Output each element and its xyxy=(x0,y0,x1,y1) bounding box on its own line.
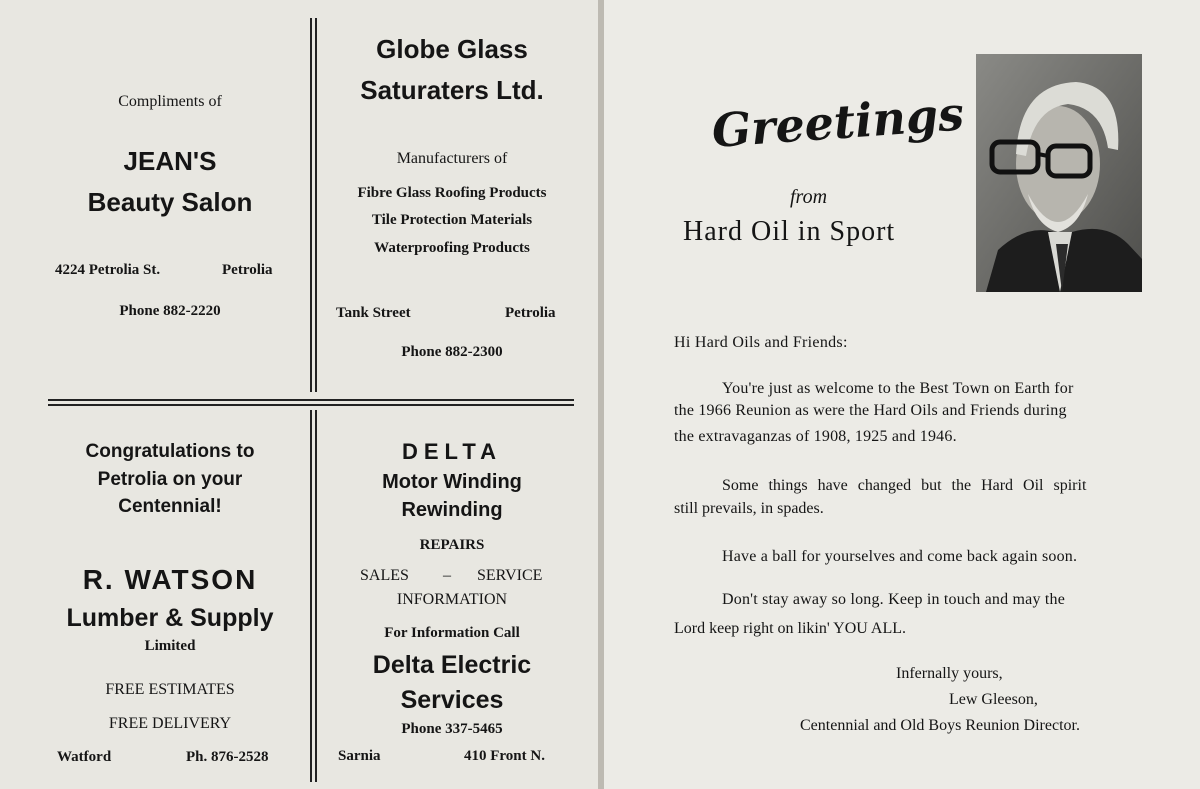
information-text: INFORMATION xyxy=(396,591,508,608)
closing-text: Infernally yours, xyxy=(896,665,1003,682)
globe-name-line2: Saturaters Ltd. xyxy=(360,75,544,105)
watson-business: Lumber & Supply xyxy=(66,604,274,632)
from-text: from xyxy=(790,186,828,208)
greetings-subtitle: Hard Oil in Sport xyxy=(683,216,896,247)
watson-limited: Limited xyxy=(144,638,196,654)
globe-name-line1: Globe Glass xyxy=(376,34,528,64)
free-estimates-text: FREE ESTIMATES xyxy=(105,681,235,698)
globe-town: Petrolia xyxy=(505,305,556,321)
delta-line1: Motor Winding xyxy=(382,471,522,493)
salutation-text: Hi Hard Oils and Friends: xyxy=(674,334,848,351)
body-line: Have a ball for yourselves and come back again soon. xyxy=(722,548,1078,565)
portrait-photo xyxy=(976,54,1142,292)
delta-name: DELTA xyxy=(401,439,503,464)
jeans-name: JEAN'S xyxy=(123,146,217,176)
watson-name: R. WATSON xyxy=(82,564,258,595)
horizontal-rule-b xyxy=(48,404,574,406)
delta-address: 410 Front N. xyxy=(464,748,545,764)
manufacturers-text: Manufacturers of xyxy=(396,150,508,167)
vertical-rule-bottom-b xyxy=(315,410,317,782)
jeans-address: 4224 Petrolia St. xyxy=(55,262,161,278)
body-line: the 1966 Reunion as were the Hard Oils and Friends during xyxy=(674,402,1067,419)
delta-company-line1: Delta Electric xyxy=(372,651,532,679)
signer-name: Lew Gleeson, xyxy=(949,691,1038,708)
jeans-town: Petrolia xyxy=(222,262,273,278)
product-item: Waterproofing Products xyxy=(374,240,530,256)
delta-town: Sarnia xyxy=(338,748,381,764)
watson-phone: Ph. 876-2528 xyxy=(186,749,269,765)
congrats-line: Centennial! xyxy=(118,496,222,517)
body-line: You're just as welcome to the Best Town on Earth for xyxy=(722,380,1074,397)
vertical-rule-top-a xyxy=(310,18,312,392)
info-call-text: For Information Call xyxy=(384,625,520,641)
left-page xyxy=(0,0,598,789)
jeans-phone: Phone 882-2220 xyxy=(119,303,221,319)
globe-street: Tank Street xyxy=(336,305,411,321)
product-item: Fibre Glass Roofing Products xyxy=(357,185,547,201)
repairs-text: REPAIRS xyxy=(419,537,485,553)
dash-text: – xyxy=(443,567,451,584)
signer-title: Centennial and Old Boys Reunion Director. xyxy=(800,717,1080,734)
delta-line2: Rewinding xyxy=(401,499,503,521)
vertical-rule-top-b xyxy=(315,18,317,392)
horizontal-rule-a xyxy=(48,399,574,401)
product-item: Tile Protection Materials xyxy=(371,212,533,228)
jeans-subname: Beauty Salon xyxy=(87,187,253,217)
congrats-line: Congratulations to xyxy=(85,441,255,462)
body-line: Lord keep right on likin' YOU ALL. xyxy=(674,620,907,637)
body-line: Don't stay away so long. Keep in touch and may the xyxy=(722,591,1066,608)
right-page xyxy=(604,0,1200,789)
watson-town: Watford xyxy=(57,749,112,765)
free-delivery-text: FREE DELIVERY xyxy=(108,715,232,732)
vertical-rule-bottom-a xyxy=(310,410,312,782)
congrats-line: Petrolia on your xyxy=(97,469,243,490)
sales-text: SALES xyxy=(360,567,409,584)
body-line: the extravaganzas of 1908, 1925 and 1946. xyxy=(674,428,957,445)
delta-company-line2: Services xyxy=(400,686,504,714)
compliments-text: Compliments of xyxy=(118,93,222,110)
body-line: still prevails, in spades. xyxy=(674,500,824,517)
body-line: Some things have changed but the Hard Oil spirit xyxy=(722,477,1087,494)
greetings-title: Greetings xyxy=(710,86,966,158)
service-text: SERVICE xyxy=(477,567,543,584)
globe-phone: Phone 882-2300 xyxy=(401,344,503,360)
delta-phone: Phone 337-5465 xyxy=(401,721,503,737)
